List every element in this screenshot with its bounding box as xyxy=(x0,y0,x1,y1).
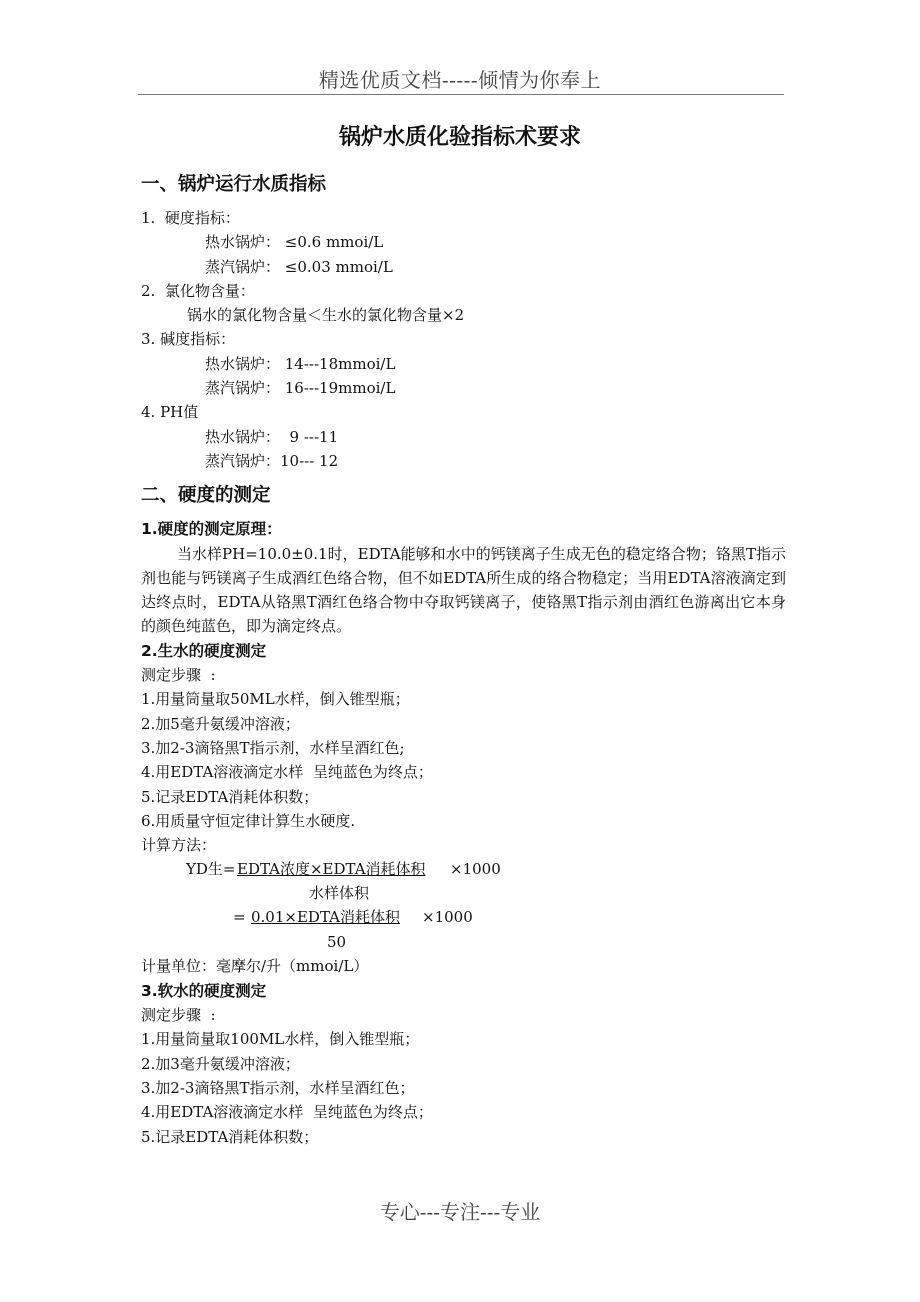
formula-denominator-2: 50 xyxy=(327,933,347,952)
ph-steam: 蒸汽锅炉：10--- 12 xyxy=(205,451,339,470)
list-item: 5.记录EDTA消耗体积数； xyxy=(141,1127,319,1146)
formula-numerator-1: EDTA浓度×EDTA消耗体积 xyxy=(237,860,426,879)
formula-times-2: ×1000 xyxy=(422,908,473,927)
alkalinity-label: 3. 碱度指标： xyxy=(141,330,236,349)
document-title: 锅炉水质化验指标术要求 xyxy=(338,125,581,150)
ph-hot: 热水锅炉： 9 ---11 xyxy=(205,427,339,446)
hardness-formula xyxy=(141,857,786,954)
soft-steps-label: 测定步骤 : xyxy=(141,1006,216,1025)
hardness-hot: 热水锅炉： ≤0.6 mmoi/L xyxy=(205,233,384,252)
list-item: 1.用量筒量取50ML水样，倒入锥型瓶； xyxy=(141,690,410,709)
list-item: 3.加2-3滴铬黑T指示剂，水样呈酒红色; xyxy=(141,738,405,757)
ph-label: 4. PH值 xyxy=(141,403,199,422)
page-header: 精选优质文档-----倾情为你奉上 xyxy=(318,68,602,92)
list-item: 6.用质量守恒定律计算生水硬度. xyxy=(141,811,356,830)
list-item: 2.加5毫升氨缓冲溶液； xyxy=(141,714,300,733)
page-footer: 专心---专注---专业 xyxy=(379,1200,541,1224)
section1-heading: 一、锅炉运行水质指标 xyxy=(141,174,327,195)
chloride-label: 2. 氯化物含量： xyxy=(141,281,255,300)
chloride-text: 锅水的氯化物含量＜生水的氯化物含量×2 xyxy=(187,306,465,325)
alkalinity-hot: 热水锅炉： 14---18mmoi/L xyxy=(205,354,396,373)
formula-lhs: YD生= xyxy=(186,860,236,879)
list-item: 5.记录EDTA消耗体积数； xyxy=(141,787,319,806)
formula-numerator-2: 0.01×EDTA消耗体积 xyxy=(251,908,400,927)
header-rule xyxy=(138,94,784,95)
list-item: 4.用EDTA溶液滴定水样 呈纯蓝色为终点； xyxy=(141,1103,433,1122)
formula-denominator-1: 水样体积 xyxy=(309,884,370,903)
raw-heading: 2.生水的硬度测定 xyxy=(141,641,267,660)
principle-heading: 1.硬度的测定原理： xyxy=(141,520,282,539)
alkalinity-steam: 蒸汽锅炉： 16---19mmoi/L xyxy=(205,379,396,398)
list-item: 3.加2-3滴铬黑T指示剂，水样呈酒红色； xyxy=(141,1078,415,1097)
section2-heading: 二、硬度的测定 xyxy=(141,485,271,507)
raw-steps-label: 测定步骤 : xyxy=(141,666,216,685)
document-body xyxy=(141,168,786,1149)
calc-label: 计算方法： xyxy=(141,836,217,855)
unit-line: 计量单位：毫摩尔/升（mmoi/L） xyxy=(141,957,369,976)
hardness-steam: 蒸汽锅炉： ≤0.03 mmoi/L xyxy=(205,257,393,276)
formula-eq: = xyxy=(233,908,251,927)
formula-times-1: ×1000 xyxy=(450,860,501,879)
list-item: 1.用量筒量取100ML水样，倒入锥型瓶； xyxy=(141,1030,420,1049)
list-item: 4.用EDTA溶液滴定水样 呈纯蓝色为终点； xyxy=(141,763,433,782)
hardness-label: 1. 硬度指标： xyxy=(141,209,240,227)
soft-heading: 3.软水的硬度测定 xyxy=(141,981,267,1000)
list-item: 2.加3毫升氨缓冲溶液； xyxy=(141,1054,300,1073)
principle-text: 当水样PH=10.0±0.1时，EDTA能够和水中的钙镁离子生成无色的稳定络合物；铬黑T指示剂也能与钙镁离子生成酒红色络合物，但不如EDTA所生成的络合物稳定；当用EDTA溶液滴定到达终点时，EDTA从铬黑T酒红色络合物中夺取钙镁离子，使铬黑T指示剂由酒红色游离出它本身的颜色纯蓝色，即为滴定终点。 xyxy=(141,544,786,636)
